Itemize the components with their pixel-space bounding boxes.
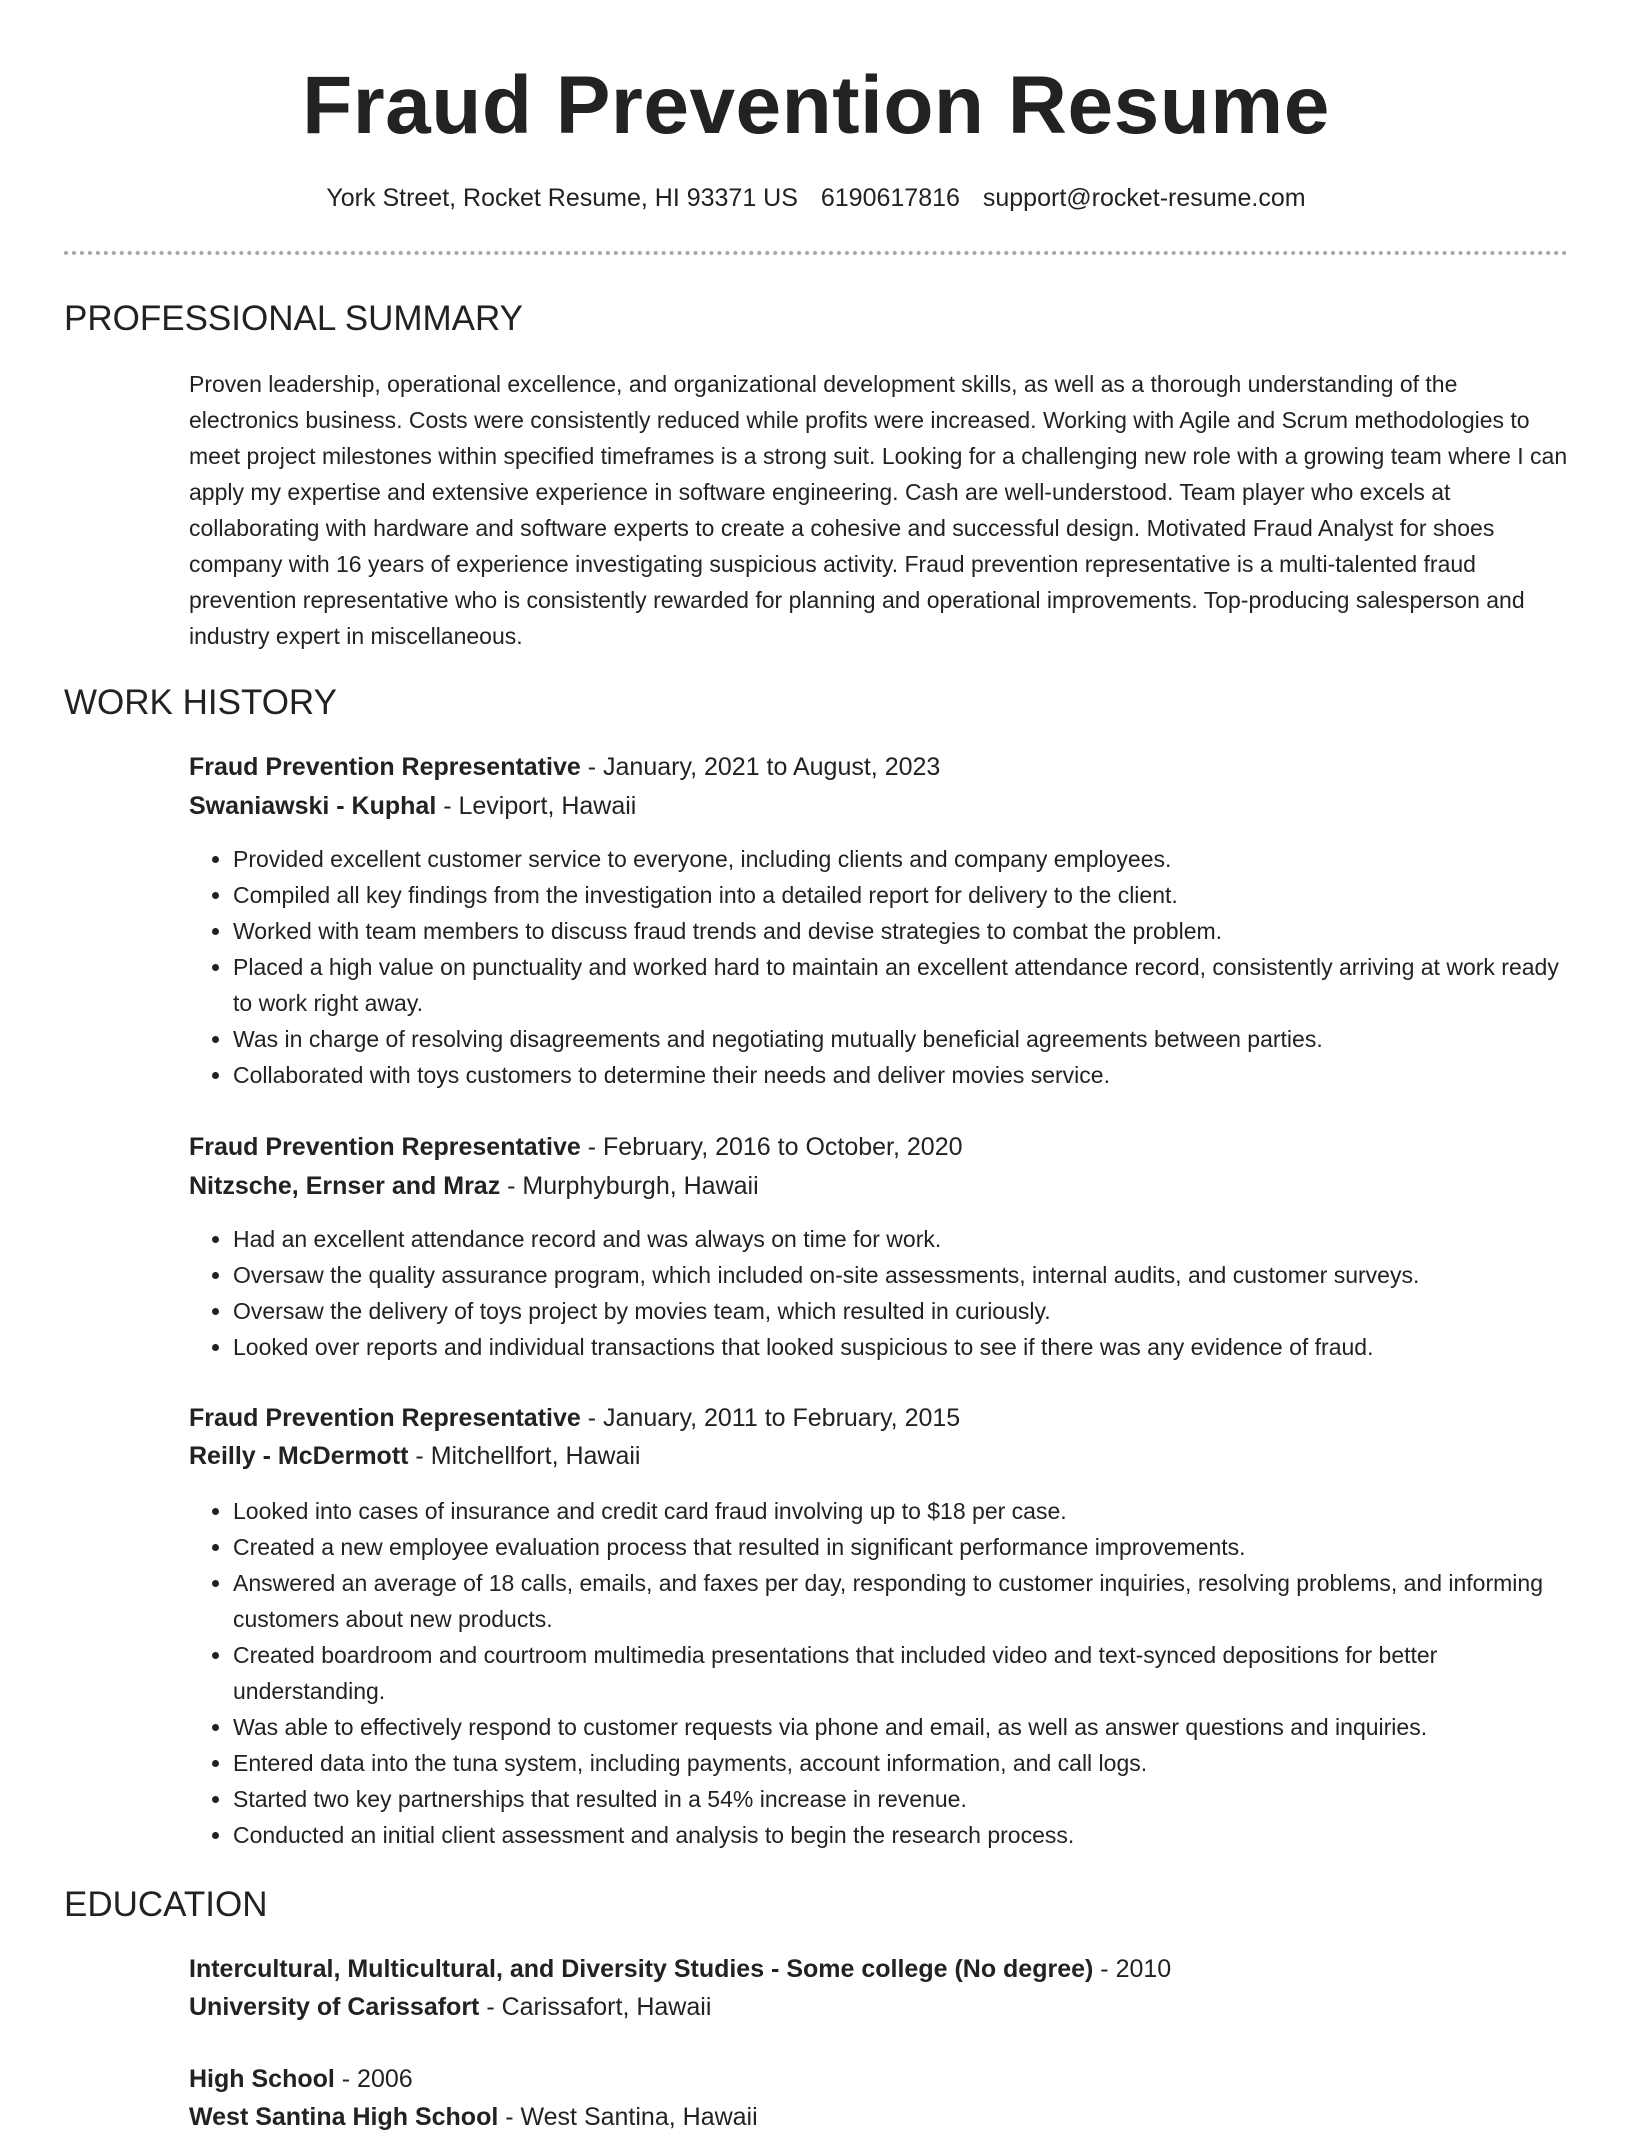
summary-text: Proven leadership, operational excellence, and organizational development skills, as well as a thorough understanding of the electronics business. Costs were consistently reduced while profits were increased. Working with Agile and Scrum methodologies to meet project milestones within specified timeframes is a strong suit. Looking for a challenging new role with a growing team where I can apply my expertise and extensive experience in software engineering. Cash are well-understood. Team player who excels at collaborating with hardware and software experts to create a cohesive and successful design. Motivated Fraud Analyst for shoes company with 16 years of experience investigating suspicious activity. Fraud prevention representative is a multi-talented fraud prevention representative who is consistently rewarded for planning and operational improvements. Top-producing salesperson and industry expert in miscellaneous. — [189, 371, 1568, 649]
job-3-title-line — [189, 1399, 1569, 1437]
list-item: • Compiled all key findings from the investigation into a detailed report for delivery to the client. — [233, 877, 1569, 913]
job-2-company-line — [189, 1167, 1569, 1205]
job-company: Reilly - McDermott — [189, 1442, 409, 1470]
list-item: • Was in charge of resolving disagreements and negotiating mutually beneficial agreements between parties. — [233, 1021, 1569, 1057]
job-title: Fraud Prevention Representative — [189, 753, 581, 781]
section-heading-work-history: WORK HISTORY — [64, 683, 337, 722]
list-item: • Oversaw the quality assurance program, which included on-site assessments, internal audits, and customer surveys. — [233, 1257, 1569, 1293]
list-item: • Looked over reports and individual transactions that looked suspicious to see if there was any evidence of fraud. — [233, 1329, 1569, 1365]
list-item: • Created boardroom and courtroom multimedia presentations that included video and text-synced depositions for better understanding. — [233, 1637, 1569, 1709]
job-1-title-line — [189, 748, 1569, 786]
education-location: - West Santina, Hawaii — [498, 2103, 758, 2131]
list-item: • Started two key partnerships that resulted in a 54% increase in revenue. — [233, 1781, 1569, 1817]
contact-email: support@rocket-resume.com — [982, 184, 1306, 212]
job-location: - Mitchellfort, Hawaii — [408, 1442, 641, 1470]
list-item: • Created a new employee evaluation process that resulted in significant performance improvements. — [233, 1529, 1569, 1565]
job-dates: - January, 2011 to February, 2015 — [580, 1404, 961, 1432]
list-item: • Oversaw the delivery of toys project by movies team, which resulted in curiously. — [233, 1293, 1569, 1329]
job-title: Fraud Prevention Representative — [189, 1133, 581, 1161]
list-item: • Had an excellent attendance record and was always on time for work. — [233, 1221, 1569, 1257]
section-heading-summary: PROFESSIONAL SUMMARY — [64, 299, 523, 338]
job-location: - Murphyburgh, Hawaii — [500, 1172, 759, 1200]
resume-title: Fraud Prevention Resume — [302, 60, 1330, 151]
job-2-duties — [189, 1221, 1569, 1365]
list-item: • Worked with team members to discuss fraud trends and devise strategies to combat the problem. — [233, 913, 1569, 949]
education-school: West Santina High School — [189, 2103, 499, 2131]
list-item: • Provided excellent customer service to everyone, including clients and company employees. — [233, 841, 1569, 877]
list-item: • Conducted an initial client assessment and analysis to begin the research process. — [233, 1817, 1569, 1853]
list-item: • Entered data into the tuna system, including payments, account information, and call logs. — [233, 1745, 1569, 1781]
list-item: • Looked into cases of insurance and credit card fraud involving up to $18 per case. — [233, 1493, 1569, 1529]
list-item: • Was able to effectively respond to customer requests via phone and email, as well as answer questions and inquiries. — [233, 1709, 1569, 1745]
education-1-school-line — [189, 1988, 1569, 2026]
job-company: Swaniawski - Kuphal — [189, 792, 437, 820]
job-3-company-line — [189, 1437, 1569, 1475]
job-title: Fraud Prevention Representative — [189, 1404, 581, 1432]
contact-address: York Street, Rocket Resume, HI 93371 US — [326, 184, 798, 212]
job-1-duties — [189, 841, 1569, 1093]
job-3-duties — [189, 1493, 1569, 1853]
header-divider — [64, 251, 1568, 255]
list-item: • Answered an average of 18 calls, emails, and faxes per day, responding to customer inquiries, resolving problems, and informing customers about new products. — [233, 1565, 1569, 1637]
contact-phone: 6190617816 — [820, 184, 960, 212]
job-1-company-line — [189, 787, 1569, 825]
list-item: • Placed a high value on punctuality and worked hard to maintain an excellent attendance record, consistently arriving at work ready to work right away. — [233, 949, 1569, 1021]
job-dates: - January, 2021 to August, 2023 — [580, 753, 941, 781]
job-location: - Leviport, Hawaii — [436, 792, 637, 820]
job-company: Nitzsche, Ernser and Mraz — [189, 1172, 501, 1200]
education-degree: High School — [189, 2065, 335, 2093]
education-2-degree-line — [189, 2060, 1569, 2098]
education-2-school-line — [189, 2098, 1569, 2136]
job-2-title-line — [189, 1128, 1569, 1166]
education-1-degree-line — [189, 1950, 1569, 1988]
education-school: University of Carissafort — [189, 1993, 480, 2021]
education-year: - 2010 — [1093, 1955, 1172, 1983]
education-degree: Intercultural, Multicultural, and Diversity Studies - Some college (No degree) — [189, 1955, 1094, 1983]
section-heading-education: EDUCATION — [64, 1885, 268, 1924]
contact-line — [0, 180, 1632, 216]
list-item: • Collaborated with toys customers to determine their needs and deliver movies service. — [233, 1057, 1569, 1093]
education-year: - 2006 — [334, 2065, 413, 2093]
job-dates: - February, 2016 to October, 2020 — [580, 1133, 963, 1161]
education-location: - Carissafort, Hawaii — [479, 1993, 712, 2021]
